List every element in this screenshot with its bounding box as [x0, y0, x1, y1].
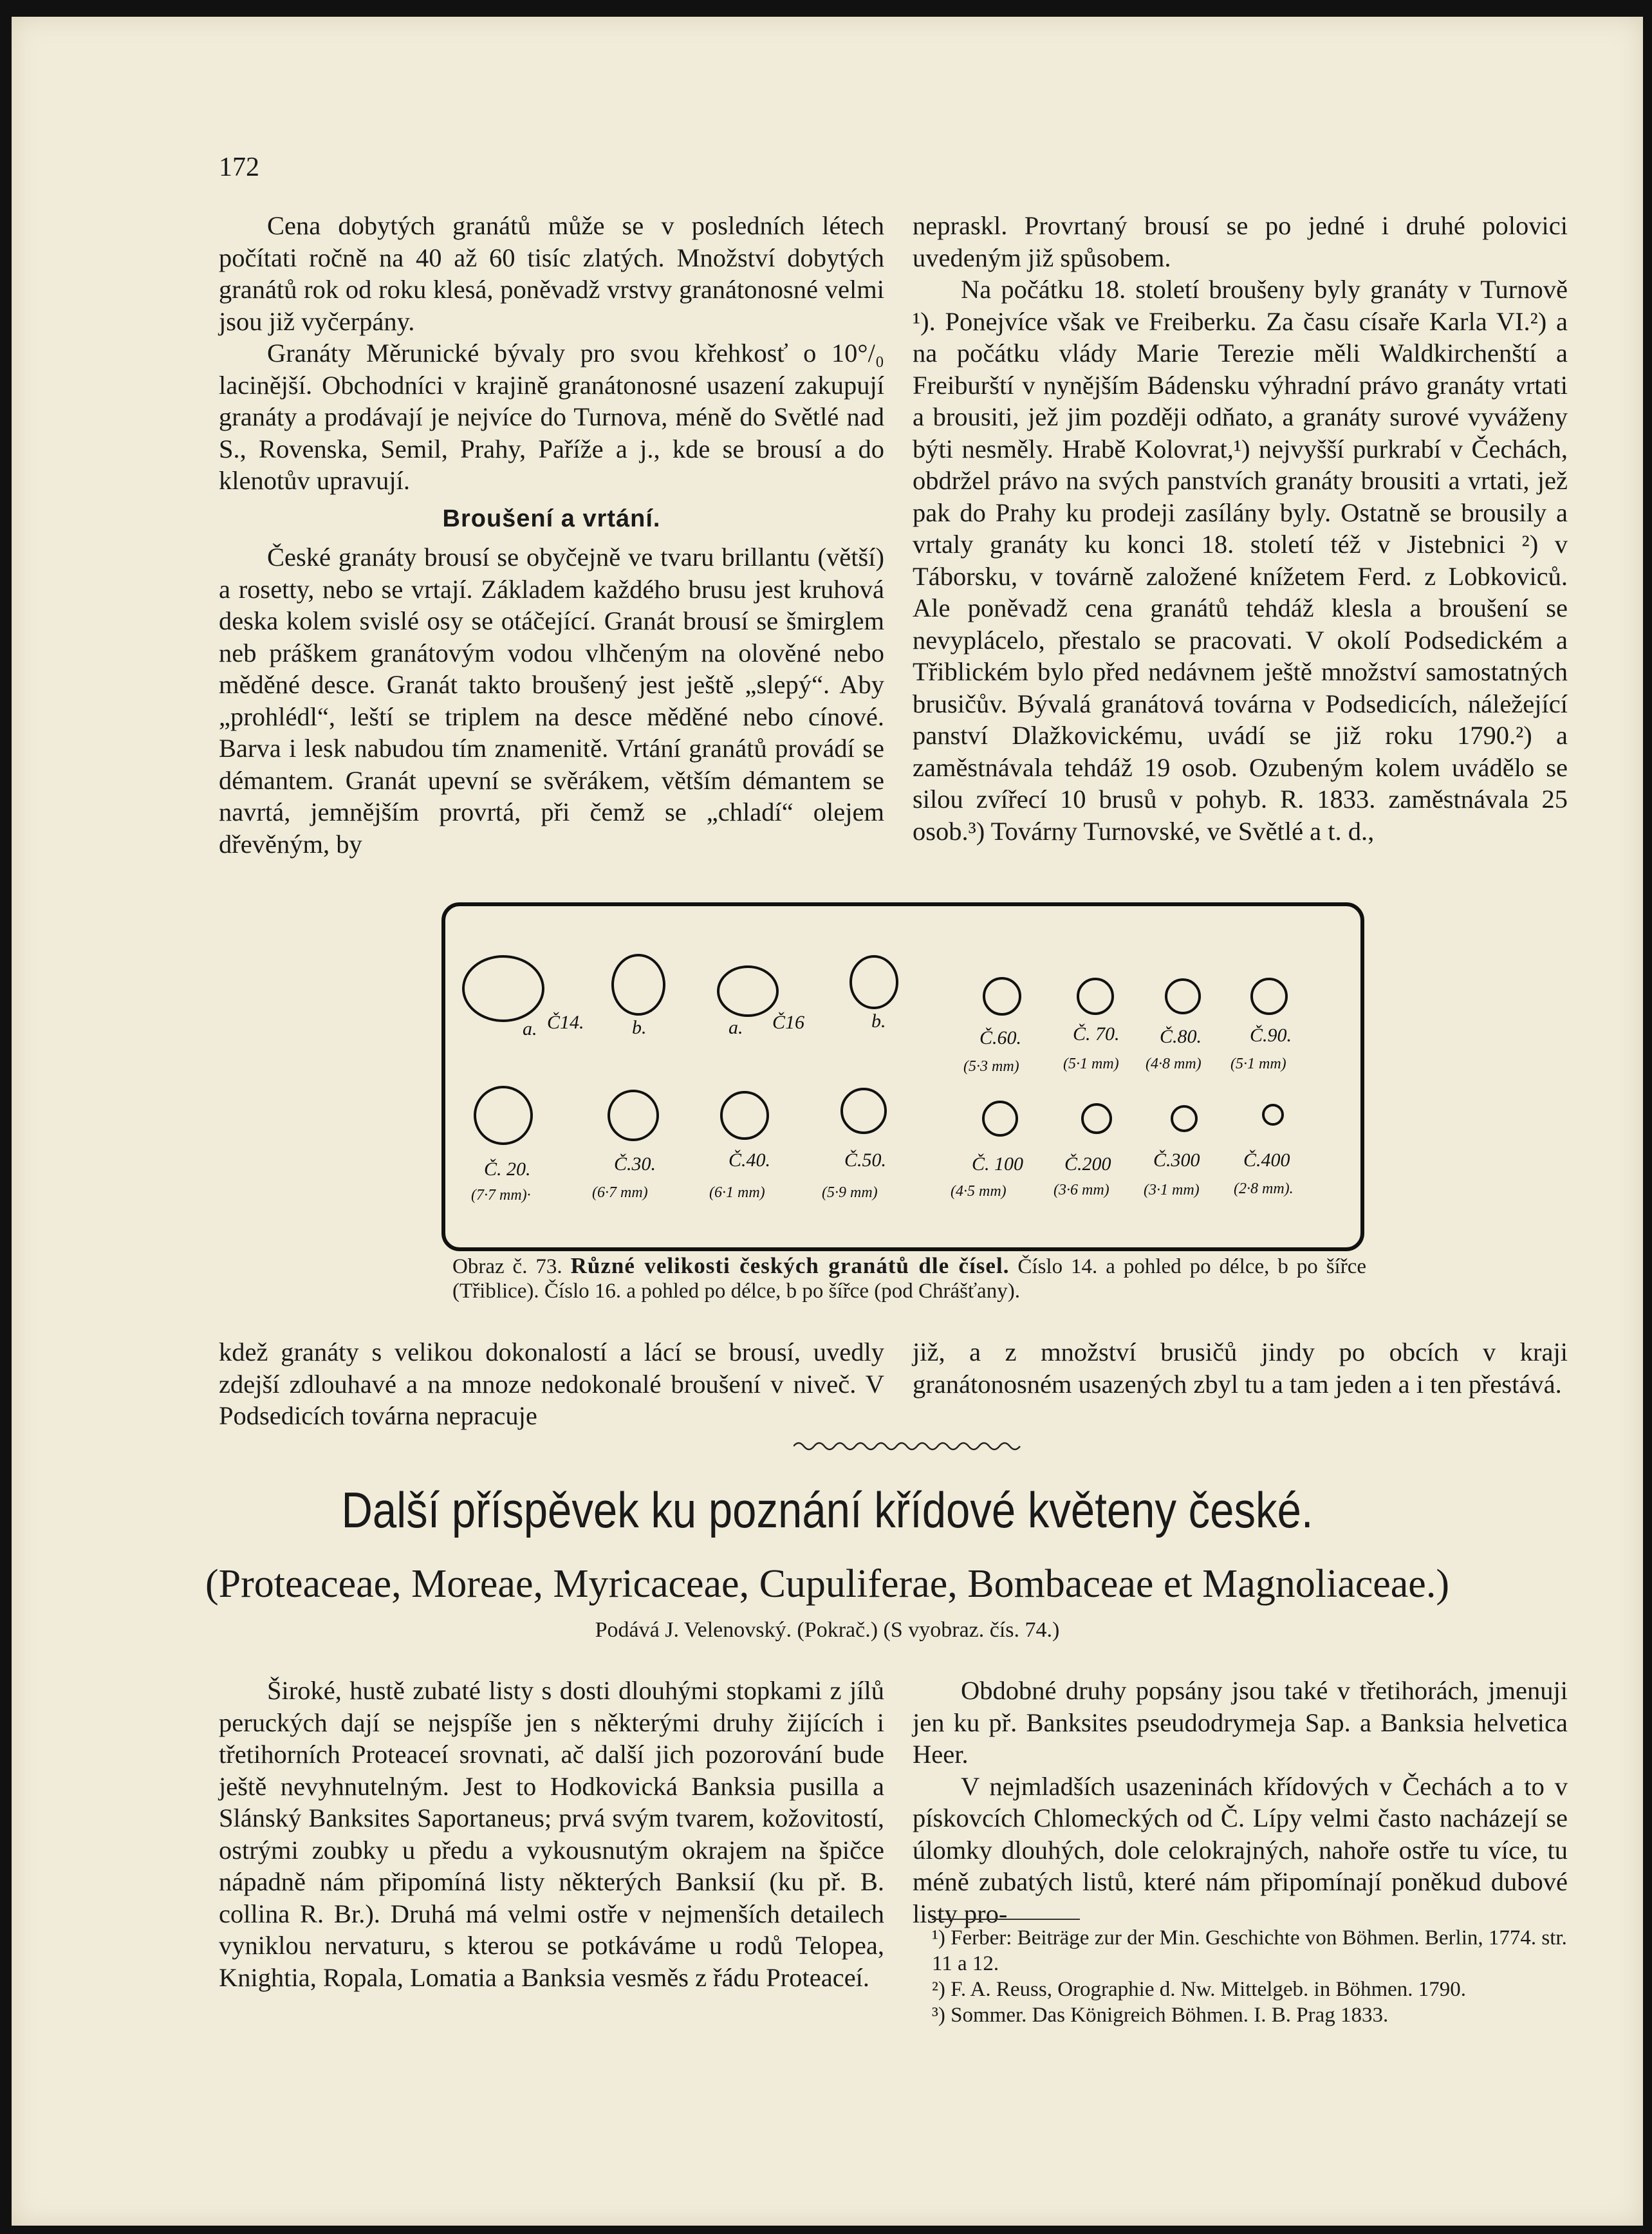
book-page: [12, 17, 1643, 2226]
upper-right-column: [913, 210, 1568, 847]
fig-label: Č14.: [547, 1012, 584, 1033]
fig-size: (4·8 mm): [1146, 1056, 1202, 1072]
garnet-sizes-figure: [445, 906, 1360, 1247]
lower-left-column: [219, 1336, 884, 1432]
paragraph: kdež granáty s velikou dokonalostí a lácí se brousí, uvedly zdejší zdlouhavé a na mnoze nedokonalé broušení v niveč. V Podsedicích továrna nepracuje: [219, 1337, 884, 1430]
fig-size: (5·9 mm): [822, 1184, 878, 1201]
fig-size: (3·6 mm): [1053, 1182, 1109, 1198]
fig-label: Č. 100: [972, 1153, 1024, 1175]
fig-size: (6·1 mm): [709, 1184, 765, 1201]
article-right-column: [913, 1675, 1568, 1930]
footnote: ²) F. A. Reuss, Orographie d. Nw. Mittelgeb. in Böhmen. 1790.: [932, 1978, 1467, 2001]
fig-label: Č.90.: [1250, 1025, 1292, 1046]
article-subtitle: (Proteaceae, Moreae, Myricaceae, Cupuliferae, Bombaceae et Magnoliaceae.): [205, 1562, 1449, 1606]
footnote: ¹) Ferber: Beiträge zur der Min. Geschichte von Böhmen. Berlin, 1774. str. 11 a 12.: [932, 1926, 1567, 1975]
fig-label: Č.40.: [729, 1150, 771, 1171]
fig-label: a.: [523, 1018, 537, 1039]
fig-label: Č16: [772, 1012, 805, 1033]
paragraph: V nejmladších usazeninách křídových v Čechách a to v pískovcích Chlomeckých od Č. Lípy velmi často nacházejí se úlomky dlouhých, dole celokrajných, nahoře ostře tu více, tu méně zubatých listů, které nám připomínají poněkud dubové listy pro-: [913, 1771, 1568, 1928]
fig-label: Č.200: [1064, 1153, 1111, 1175]
paragraph: Cena dobytých granátů může se v posledních létech počítati ročně na 40 až 60 tisíc zlatých. Množství dobytých granátů rok od roku klesá, poněvadž vrstvy granátonosné velmi jsou již vyčerpány.: [219, 211, 884, 336]
article-left-column: [219, 1675, 884, 1993]
paragraph: Obdobné druhy popsány jsou také v třetihorách, jmenuji jen ku př. Banksites pseudodrymeja Sap. a Banksia helvetica Heer.: [913, 1676, 1568, 1769]
caption-prefix: Obraz č. 73.: [452, 1255, 562, 1278]
paragraph: Široké, hustě zubaté listy s dosti dlouhými stopkami z jílů peruckých dají se nejspíše jen s některými druhy žijících i třetihorních Proteaceí srovnati, ač další jich pozorování bude ještě nevyhnutelným. Jest to Hodkovická Banksia pusilla a Slánský Banksites Saportaneus; prvá svým tvarem, kožovitostí, ostrými zoubky u předu a vykousnutým okrajem na špičce nápadně nám připomíná listy některých Banksií (ku př. B. collina R. Br.). Druhá má velmi ostře v nejmenších detailech vyniklou nervaturu, s kterou se potkáváme u rodů Telopea, Knightia, Ropala, Lomatia a Banksia vesměs z řádu Proteaceí.: [219, 1676, 884, 1992]
article-byline: Podává J. Velenovský. (Pokrač.) (S vyobraz. čís. 74.): [595, 1618, 1060, 1642]
fig-size: (5·1 mm): [1063, 1056, 1119, 1072]
figure-caption: [452, 1254, 1366, 1303]
fig-label: b.: [871, 1010, 886, 1032]
paragraph: České granáty brousí se obyčejně ve tvaru brillantu (větší) a rosetty, nebo se vrtají. Základem každého brusu jest kruhová deska kolem svislé osy se otáčející. Granát brousí se šmirglem neb práškem granátovým vodou vlhčeným na olověné nebo měděné desce. Granát takto broušený jest ještě „slepý“. Aby „prohlédl“, leští se triplem na desce měděné nebo cínové. Barva i lesk nabudou tím znamenitě. Vrtání granátů provádí se démantem. Granát upevní se svěrákem, větším démantem se navrtá, jemnějším provrtá, při čemž se „chladí“ olejem dřevěným, by: [219, 543, 884, 859]
lower-right-column: [913, 1336, 1568, 1400]
upper-left-column: [219, 210, 884, 860]
fig-label: Č.300: [1153, 1150, 1200, 1171]
paragraph: Na počátku 18. století broušeny byly granáty v Turnově ¹). Ponejvíce však ve Freiberku. Za času císaře Karla VI.²) a na počátku vlády Marie Terezie měli Waldkirchenští a Freiburští v nynějším Bádensku výhradní právo granáty vrtati a brousiti, jež jim později odňato, a granáty surové vyváženy býti nesměly. Hrabě Kolovrat,¹) nejvyšší purkrabí v Čechách, obdržel právo na svých panstvích granáty brousiti a vrtati, jež pak do Prahy ku prodeji zasílány byly. Ostatně se brousily a vrtaly granáty ku konci 18. století též v Jistebnici ²) v Táborsku, v továrně založené knížetem Ferd. z Lobkoviců. Ale poněvadž cena granátů tehdáž klesla a broušení se nevyplácelo, přestalo se pracovati. V okolí Podsedickém a Třiblickém bylo před nedávnem ještě množství samostatných brusičův. Bývalá granátová továrna v Podsedicích, náležející panství Dlažkovickému, uvádí se již roku 1790.²) a zaměstnávala tehdáž 19 osob. Ozubeným kolem uvádělo se silou zvířecí 10 brusů v pohyb. R. 1833. zaměstnávala 25 osob.³) Továrny Turnovské, ve Světlé a t. d.,: [913, 275, 1568, 846]
footnote: ³) Sommer. Das Königreich Böhmen. I. B. Prag 1833.: [932, 2004, 1389, 2027]
footnote-rule: [932, 1919, 1080, 1920]
fig-size: (6·7 mm): [592, 1184, 648, 1201]
fig-label: Č.50.: [844, 1150, 887, 1171]
fig-size: (5·3 mm): [963, 1058, 1019, 1075]
section-heading: Broušení a vrtání.: [442, 505, 661, 532]
fig-label: Č. 20.: [484, 1159, 531, 1180]
paragraph: Granáty Měrunické bývaly pro svou křehkosť o 10°/₀ lacinější. Obchodníci v krajině granátonosné usazení zakupují granáty a prodávají je nejvíce do Turnova, méně do Světlé nad S., Rovenska, Semil, Prahy, Paříže a j., kde se brousí a do klenotův upravují.: [219, 339, 884, 495]
wavy-divider: [794, 1438, 1022, 1455]
fig-label: Č.30.: [614, 1153, 656, 1175]
article-title: Další příspěvek ku poznání křídové květeny české.: [341, 1482, 1313, 1538]
fig-label: Č.60.: [979, 1027, 1022, 1048]
caption-title: Různé velikosti českých granátů dle čísel.: [570, 1253, 1010, 1278]
fig-label: Č.80.: [1160, 1026, 1202, 1047]
paragraph: již, a z množství brusičů jindy po obcích v kraji granátonosném usazených zbyl tu a tam jeden a i ten přestává.: [913, 1337, 1568, 1399]
paragraph: nepraskl. Provrtaný brousí se po jedné i druhé polovici uvedeným již spůsobem.: [913, 211, 1568, 272]
fig-size: (4·5 mm): [951, 1183, 1007, 1200]
fig-label: Č.400: [1243, 1150, 1290, 1171]
fig-size: (5·1 mm): [1230, 1056, 1286, 1072]
fig-size: (3·1 mm): [1144, 1182, 1200, 1198]
caption-text: Číslo 14. a pohled po délce, b po šířce (Třiblice). Číslo 16. a pohled po délce, b po šířce (pod Chrášťany).: [452, 1255, 1367, 1303]
fig-label: b.: [632, 1017, 647, 1038]
fig-size: (7·7 mm)·: [471, 1187, 531, 1204]
figure-frame: [441, 902, 1364, 1251]
fig-label: Č. 70.: [1073, 1023, 1120, 1045]
fig-label: a.: [729, 1017, 743, 1038]
page-number: 172: [219, 153, 259, 182]
fig-size: (2·8 mm).: [1234, 1180, 1294, 1197]
